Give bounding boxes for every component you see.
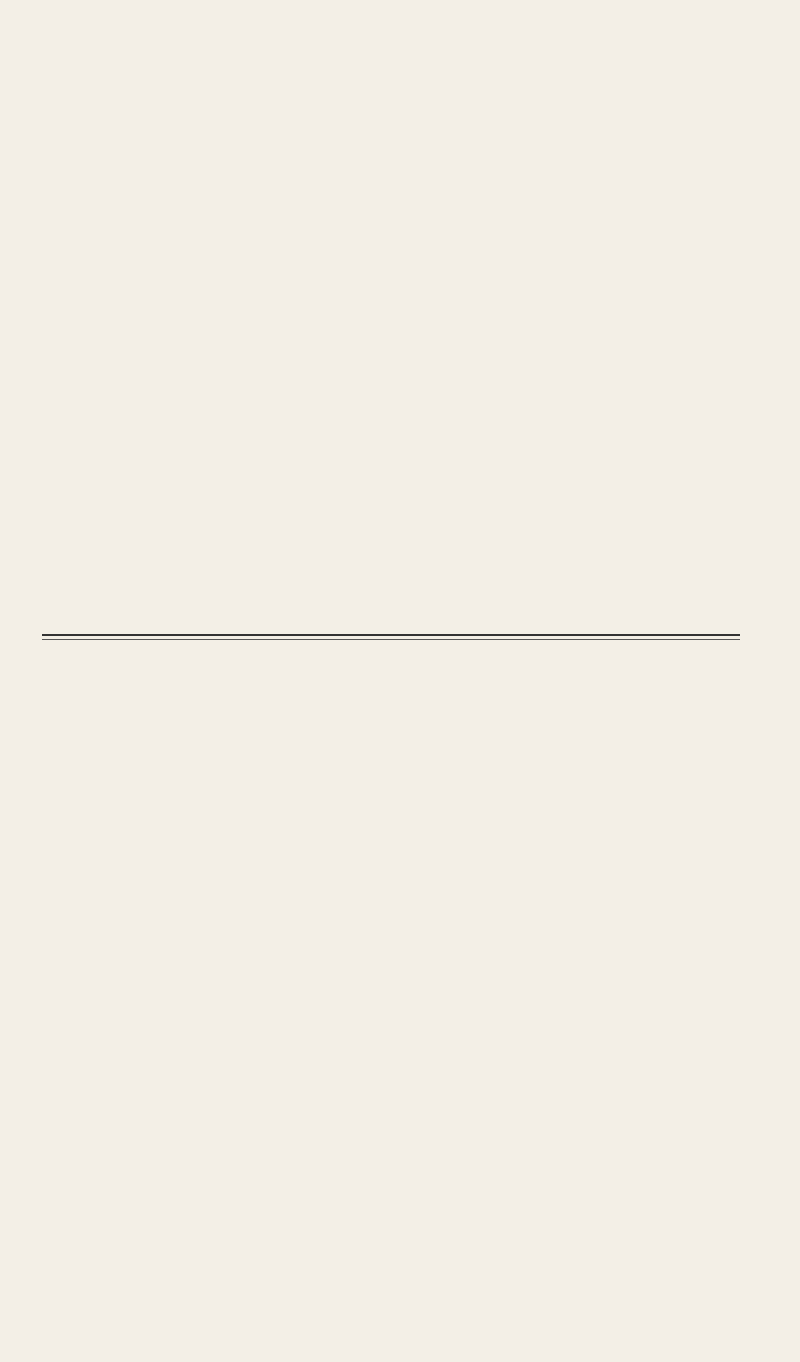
section-divider [42,634,740,640]
section-text-block [40,716,740,718]
